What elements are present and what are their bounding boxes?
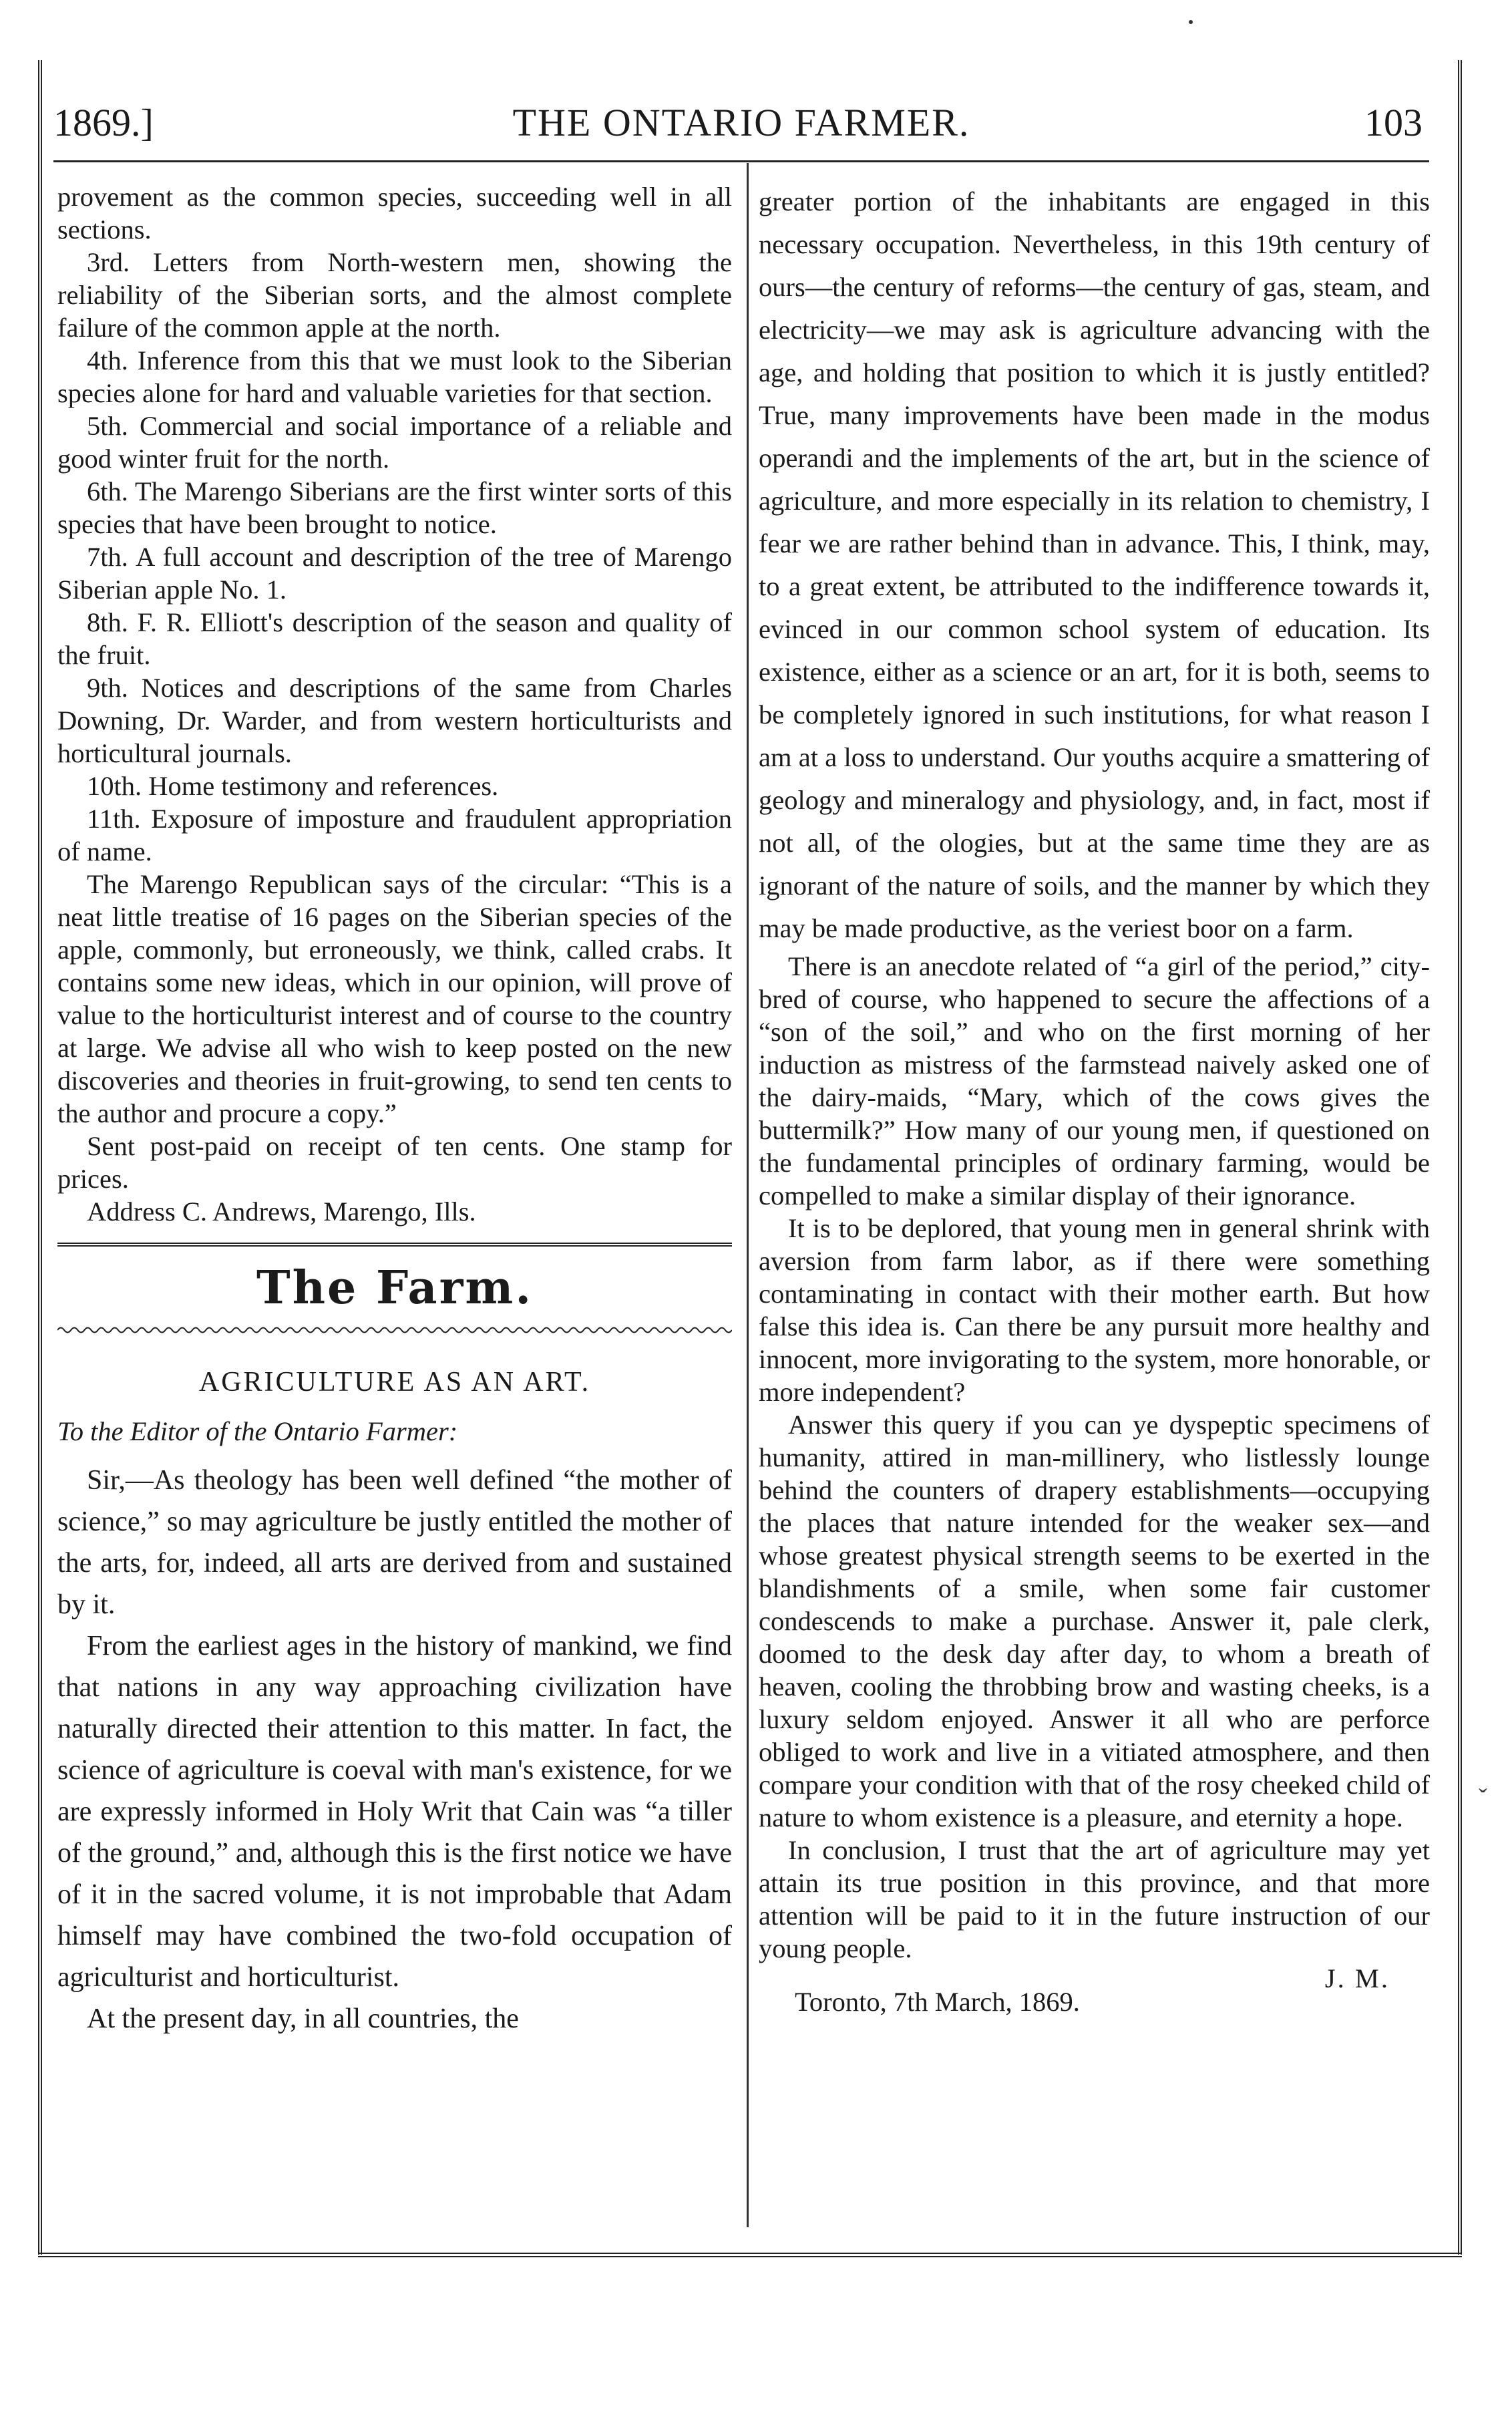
ink-speck	[1189, 20, 1193, 24]
header-rule	[53, 160, 1429, 162]
header-title: THE ONTARIO FARMER.	[512, 101, 970, 144]
paragraph: Answer this query if you can ye dyspeptic specimens of humanity, attired in man-millinery, who listlessly lounge behind the counters of drapery establishments—occupying the places that nature intended for the weaker sex—and whose greatest physical strength seems to be exerted in the blandishments of a smile, when some fair customer condescends to make a purchase. Answer it, pale clerk, doomed to the desk day after day, to whom a breath of heaven, cooling the throbbing brow and wasting cheeks, is a luxury seldom enjoyed. Answer it all who are perforce obliged to work and live in a vitiated atmosphere, and then compare your condition with that of the rosy cheeked child of nature to whom existence is a pleasure, and eternity a hope.	[759, 1410, 1430, 1832]
article-body-left	[57, 1460, 732, 2040]
list-item: 3rd. Letters from North-western men, showing the reliability of the Siberian sorts, and the almost complete failure of the common apple at the north.	[57, 247, 732, 343]
address-line: Address C. Andrews, Marengo, Ills.	[87, 1196, 476, 1227]
list-item: 10th. Home testimony and references.	[87, 771, 499, 801]
paragraph: Sir,—As theology has been well defined “the mother of science,” so may agriculture be justly entitled the mother of the arts, for, indeed, all arts are derived from and sustained by it.	[57, 1465, 732, 1620]
paragraph: provement as the common species, succeeding well in all sections.	[57, 182, 732, 245]
list-item: 8th. F. R. Elliott's description of the season and quality of the fruit.	[57, 607, 732, 670]
margin-mark: ˇ	[1479, 1784, 1487, 1812]
wavy-rule	[57, 1324, 732, 1336]
list-item: 4th. Inference from this that we must look to the Siberian species alone for hard and valuable varieties for that section.	[57, 345, 732, 408]
salutation-line: To the Editor of the Ontario Farmer:	[57, 1416, 458, 1446]
signature: J. M.	[1324, 1963, 1390, 1993]
left-column	[57, 180, 732, 2040]
running-header	[53, 100, 1429, 160]
paragraph: At the present day, in all countries, the	[87, 2003, 519, 2034]
header-year: 1869.]	[53, 101, 154, 144]
paragraph: From the earliest ages in the history of mankind, we find that nations in any way approaching civilization have naturally directed their attention to this matter. In fact, the science of agriculture is coeval with man's existence, for we are expressly informed in Holy Writ that Cain was “a tiller of the ground,” and, although this is the first notice we have of it in the sacred volume, it is not improbable that Adam himself may have combined the two-fold occupation of agriculturist and horticulturist.	[57, 1631, 732, 1993]
paragraph: In conclusion, I trust that the art of agriculture may yet attain its true position in this province, and that more attention will be paid to it in the future instruction of our young people.	[759, 1835, 1430, 1963]
article-title: AGRICULTURE AS AN ART.	[198, 1367, 591, 1398]
list-item: 11th. Exposure of imposture and fraudulent appropriation of name.	[57, 804, 732, 866]
page-number: 103	[1364, 101, 1423, 144]
right-column	[759, 180, 1430, 2018]
column-divider	[747, 163, 749, 2227]
list-item: 5th. Commercial and social importance of a reliable and good winter fruit for the north.	[57, 411, 732, 474]
paragraph: It is to be deplored, that young men in general shrink with aversion from farm labor, as if there were something contaminating in contact with their mother earth. But how false this idea is. Can there be any pursuit more healthy and innocent, more invigorating to the system, more honorable, or more independent?	[759, 1213, 1430, 1407]
paragraph: There is an anecdote related of “a girl of the period,” city-bred of course, who happened to secure the affections of a “son of the soil,” and who on the first morning of her induction as mistress of the farmstead naively asked one of the dairy-maids, “Mary, which of the cows gives the buttermilk?” How many of our young men, if questioned on the fundamental principles of ordinary farming, would be compelled to make a similar display of their ignorance.	[759, 951, 1430, 1210]
paragraph: Sent post-paid on receipt of ten cents. One stamp for prices.	[57, 1131, 732, 1194]
dateline: Toronto, 7th March, 1869.	[795, 1987, 1080, 2017]
paragraph: The Marengo Republican says of the circular: “This is a neat little treatise of 16 pages on the Siberian species of the apple, commonly, but erroneously, we think, called crabs. It contains some new ideas, which in our opinion, will prove of value to the horticulturist interest and of course to the country at large. We advise all who wish to keep posted on the new discoveries and theories in fruit-growing, to send ten cents to the author and procure a copy.”	[57, 869, 732, 1128]
list-item: 9th. Notices and descriptions of the same from Charles Downing, Dr. Warder, and from western horticulturists and horticultural journals.	[57, 673, 732, 768]
paragraph: greater portion of the inhabitants are engaged in this necessary occupation. Nevertheless, in this 19th century of ours—the century of reforms—the century of gas, steam, and electricity—we may ask is agriculture advancing with the age, and holding that position to which it is justly entitled? True, many improvements have been made in the modus operandi and the implements of the art, but in the science of agriculture, and more especially in its relation to chemistry, I fear we are rather behind than in advance. This, I think, may, to a great extent, be attributed to the indifference towards it, evinced in our common school system of education. Its existence, either as a science or an art, for it is both, seems to be completely ignored in such institutions, for what reason I am at a loss to understand. Our youths acquire a smattering of geology and mineralogy and physiology, and, in fact, most if not all, of the ologies, but at the same time they are as ignorant of the nature of soils, and the manner by which they may be made productive, as the veriest boor on a farm.	[759, 186, 1430, 943]
page-frame-bottom-rule	[38, 2253, 1462, 2257]
list-item: 6th. The Marengo Siberians are the first winter sorts of this species that have been brought to notice.	[57, 476, 732, 539]
list-item: 7th. A full account and description of the tree of Marengo Siberian apple No. 1.	[57, 542, 732, 605]
section-rule	[57, 1243, 732, 1247]
section-heading: The Farm.	[256, 1261, 534, 1315]
